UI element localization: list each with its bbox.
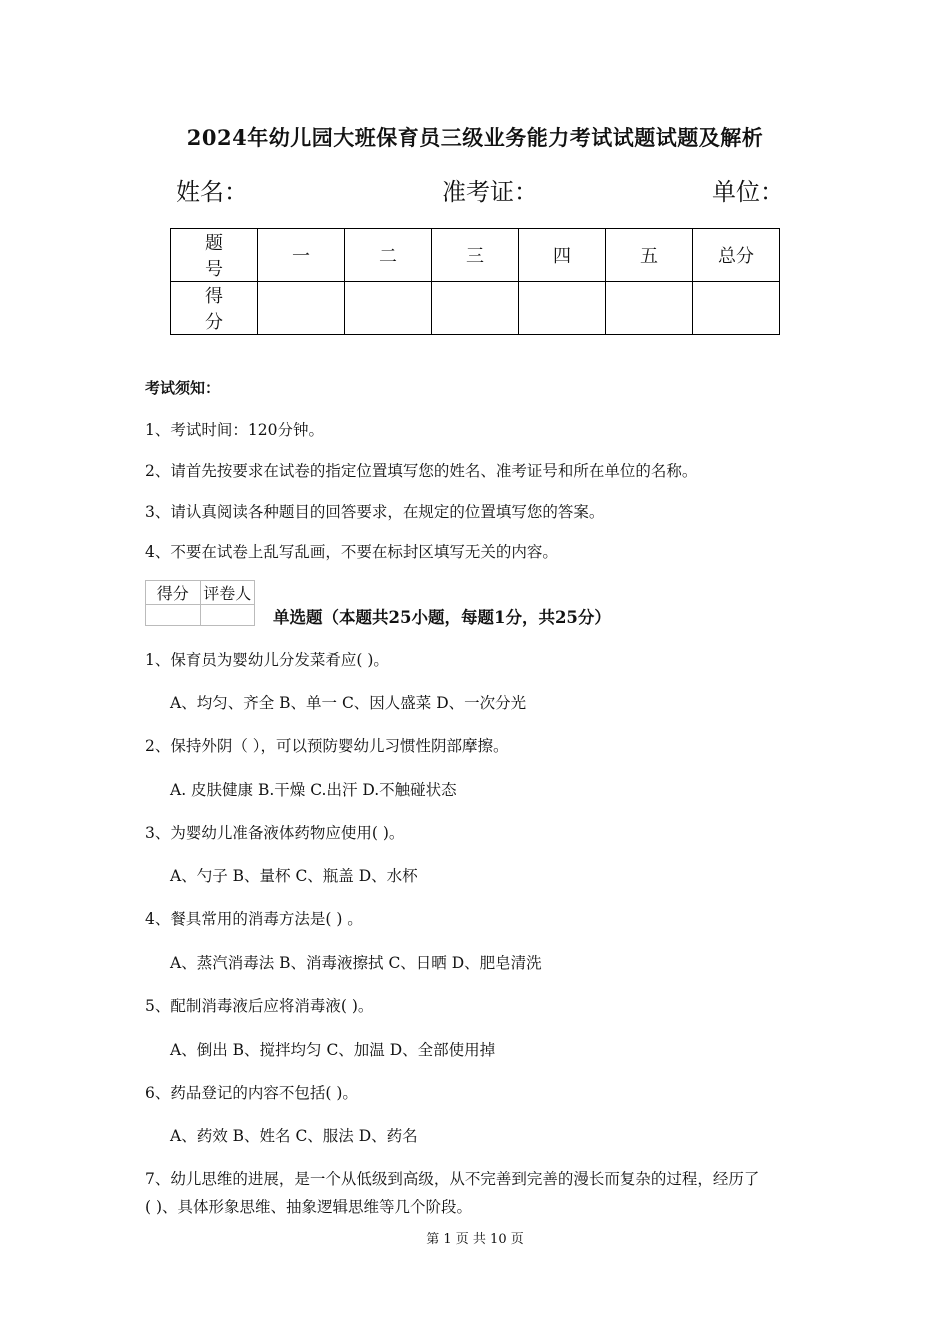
question-options: A、勺子 B、量杯 C、瓶盖 D、水杯 (170, 867, 418, 885)
notice-item: 3、请认真阅读各种题目的回答要求，在规定的位置填写您的答案。 (145, 503, 605, 521)
question-text: 4、餐具常用的消毒方法是( ) 。 (145, 910, 363, 928)
question-text: 3、为婴幼儿准备液体药物应使用( )。 (145, 824, 405, 842)
question-text: 2、保持外阴（ ），可以预防婴幼儿习惯性阴部摩擦。 (145, 737, 509, 755)
score-cell[interactable] (258, 282, 345, 335)
grader-score-cell[interactable] (146, 605, 201, 626)
score-cell[interactable] (606, 282, 693, 335)
question-text: 1、保育员为婴幼儿分发菜肴应( )。 (145, 651, 389, 669)
grader-name-label: 评卷人 (200, 581, 255, 605)
score-cell[interactable] (432, 282, 519, 335)
score-table-col: 二 (345, 229, 432, 282)
score-table (170, 228, 780, 335)
name-field-label: 姓名： (176, 178, 248, 206)
score-cell[interactable] (345, 282, 432, 335)
grader-box (145, 580, 255, 626)
question-options: A、药效 B、姓名 C、服法 D、药名 (170, 1127, 418, 1145)
section-title: 单选题（本题共25小题，每题1分，共25分） (273, 608, 611, 627)
score-table-col: 一 (258, 229, 345, 282)
score-table-row-label: 得分 (171, 282, 258, 335)
unit-field-label: 单位： (712, 178, 784, 206)
score-table-col: 总分 (693, 229, 780, 282)
notice-item: 2、请首先按要求在试卷的指定位置填写您的姓名、准考证号和所在单位的名称。 (145, 462, 698, 480)
question-text: 5、配制消毒液后应将消毒液( )。 (145, 997, 374, 1015)
score-table-header-row (171, 229, 780, 282)
score-table-col: 五 (606, 229, 693, 282)
page-footer: 第 1 页 共 10 页 (426, 1232, 524, 1247)
question-options: A、倒出 B、搅拌均匀 C、加温 D、全部使用掉 (170, 1041, 496, 1059)
notice-item: 1、考试时间：120分钟。 (145, 421, 324, 439)
score-cell[interactable] (519, 282, 606, 335)
score-table-row-label: 题号 (171, 229, 258, 282)
score-table-score-row (171, 282, 780, 335)
question-text: 6、药品登记的内容不包括( )。 (145, 1084, 358, 1102)
question-options: A. 皮肤健康 B.干燥 C.出汗 D.不触碰状态 (170, 781, 457, 799)
question-text: 7、幼儿思维的进展，是一个从低级到高级，从不完善到完善的漫长而复杂的过程，经历了 (145, 1170, 760, 1188)
question-options: A、均匀、齐全 B、单一 C、因人盛菜 D、一次分光 (170, 694, 527, 712)
question-options: A、蒸汽消毒法 B、消毒液擦拭 C、日晒 D、肥皂清洗 (170, 954, 542, 972)
grader-name-cell[interactable] (200, 605, 255, 626)
page-title: 2024年幼儿园大班保育员三级业务能力考试试题试题及解析 (186, 125, 764, 150)
question-text-continued: ( )、具体形象思维、抽象逻辑思维等几个阶段。 (145, 1198, 473, 1216)
score-cell[interactable] (693, 282, 780, 335)
score-table-col: 四 (519, 229, 606, 282)
score-table-col: 三 (432, 229, 519, 282)
notice-item: 4、不要在试卷上乱写乱画，不要在标封区填写无关的内容。 (145, 543, 558, 561)
notice-title: 考试须知： (145, 379, 221, 397)
exam-id-field-label: 准考证： (442, 178, 538, 206)
grader-score-label: 得分 (146, 581, 201, 605)
